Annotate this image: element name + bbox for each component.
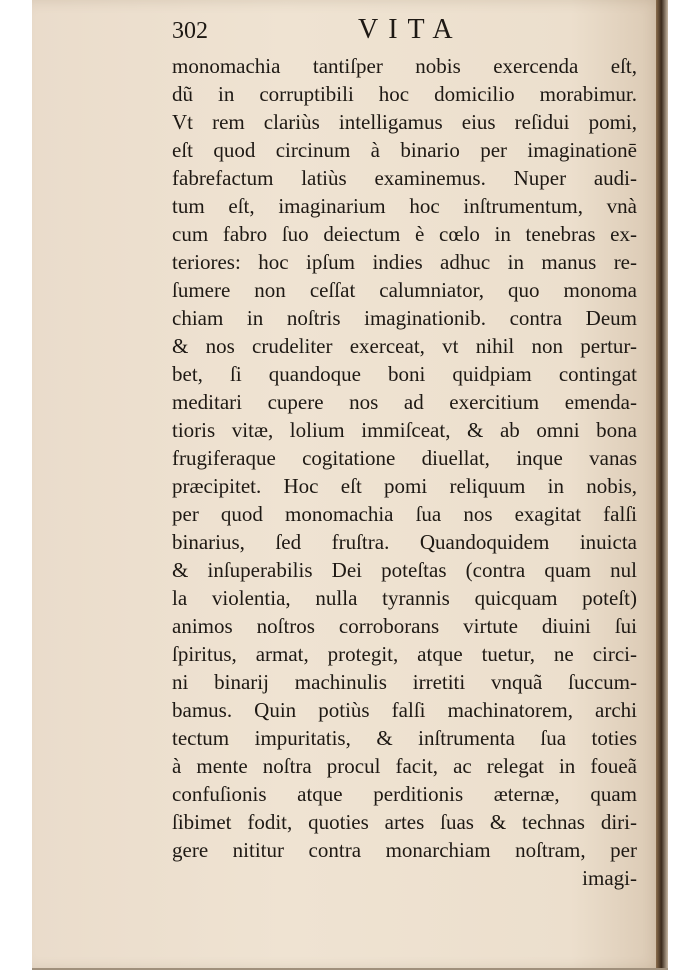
text-line: binarius, ſed fruſtra. Quandoquidem inuicta xyxy=(172,530,637,554)
text-line: ſpiritus, armat, protegit, atque tuetur, ne circi- xyxy=(172,642,637,666)
text-line: bet, ſi quandoque boni quidpiam contingat xyxy=(172,362,637,386)
text-line: frugiferaque cogitatione diuellat, inque vanas xyxy=(172,446,637,470)
catchword: imagi- xyxy=(582,866,637,890)
text-line: monomachia tantiſper nobis exercenda eſt, xyxy=(172,54,637,78)
text-block xyxy=(172,52,637,892)
page-bottom-edge xyxy=(32,968,668,970)
text-line: eſt quod circinum à binario per imaginationē xyxy=(172,138,637,162)
text-line: & nos crudeliter exerceat, vt nihil non pertur- xyxy=(172,334,637,358)
text-line: cum fabro ſuo deiectum è cœlo in tenebras ex- xyxy=(172,222,637,246)
text-line: ſibimet fodit, quoties artes ſuas & technas diri- xyxy=(172,810,637,834)
book-spine xyxy=(656,0,668,970)
page-header xyxy=(172,14,634,50)
text-line: à mente noſtra procul facit, ac relegat in foueã xyxy=(172,754,637,778)
text-line: gere nititur contra monarchiam noſtram, per xyxy=(172,838,637,862)
running-title: VITA xyxy=(358,14,463,45)
text-line: bamus. Quin potiùs falſi machinatorem, archi xyxy=(172,698,637,722)
text-line: confuſionis atque perditionis æternæ, quam xyxy=(172,782,637,806)
text-line: Vt rem clariùs intelligamus eius reſidui pomi, xyxy=(172,110,637,134)
text-line: animos noſtros corroborans virtute diuini ſui xyxy=(172,614,637,638)
page-number: 302 xyxy=(172,18,208,44)
text-line: dũ in corruptibili hoc domicilio morabimur. xyxy=(172,82,637,106)
text-line: præcipitet. Hoc eſt pomi reliquum in nobis, xyxy=(172,474,637,498)
text-line: per quod monomachia ſua nos exagitat falſi xyxy=(172,502,637,526)
text-line: meditari cupere nos ad exercitium emenda- xyxy=(172,390,637,414)
text-line: teriores: hoc ipſum indies adhuc in manus re- xyxy=(172,250,637,274)
text-line: tioris vitæ, lolium immiſceat, & ab omni bona xyxy=(172,418,637,442)
text-line: & inſuperabilis Dei poteſtas (contra quam nul xyxy=(172,558,637,582)
text-line: la violentia, nulla tyrannis quicquam poteſt) xyxy=(172,586,637,610)
text-line: chiam in noſtris imaginationib. contra Deum xyxy=(172,306,637,330)
text-line: fabrefactum latiùs examinemus. Nuper audi- xyxy=(172,166,637,190)
text-line: ni binarij machinulis irretiti vnquã ſuccum- xyxy=(172,670,637,694)
text-line: ſumere non ceſſat calumniator, quo monoma xyxy=(172,278,637,302)
text-line: tectum impuritatis, & inſtrumenta ſua toties xyxy=(172,726,637,750)
text-line: tum eſt, imaginarium hoc inſtrumentum, vnà xyxy=(172,194,637,218)
